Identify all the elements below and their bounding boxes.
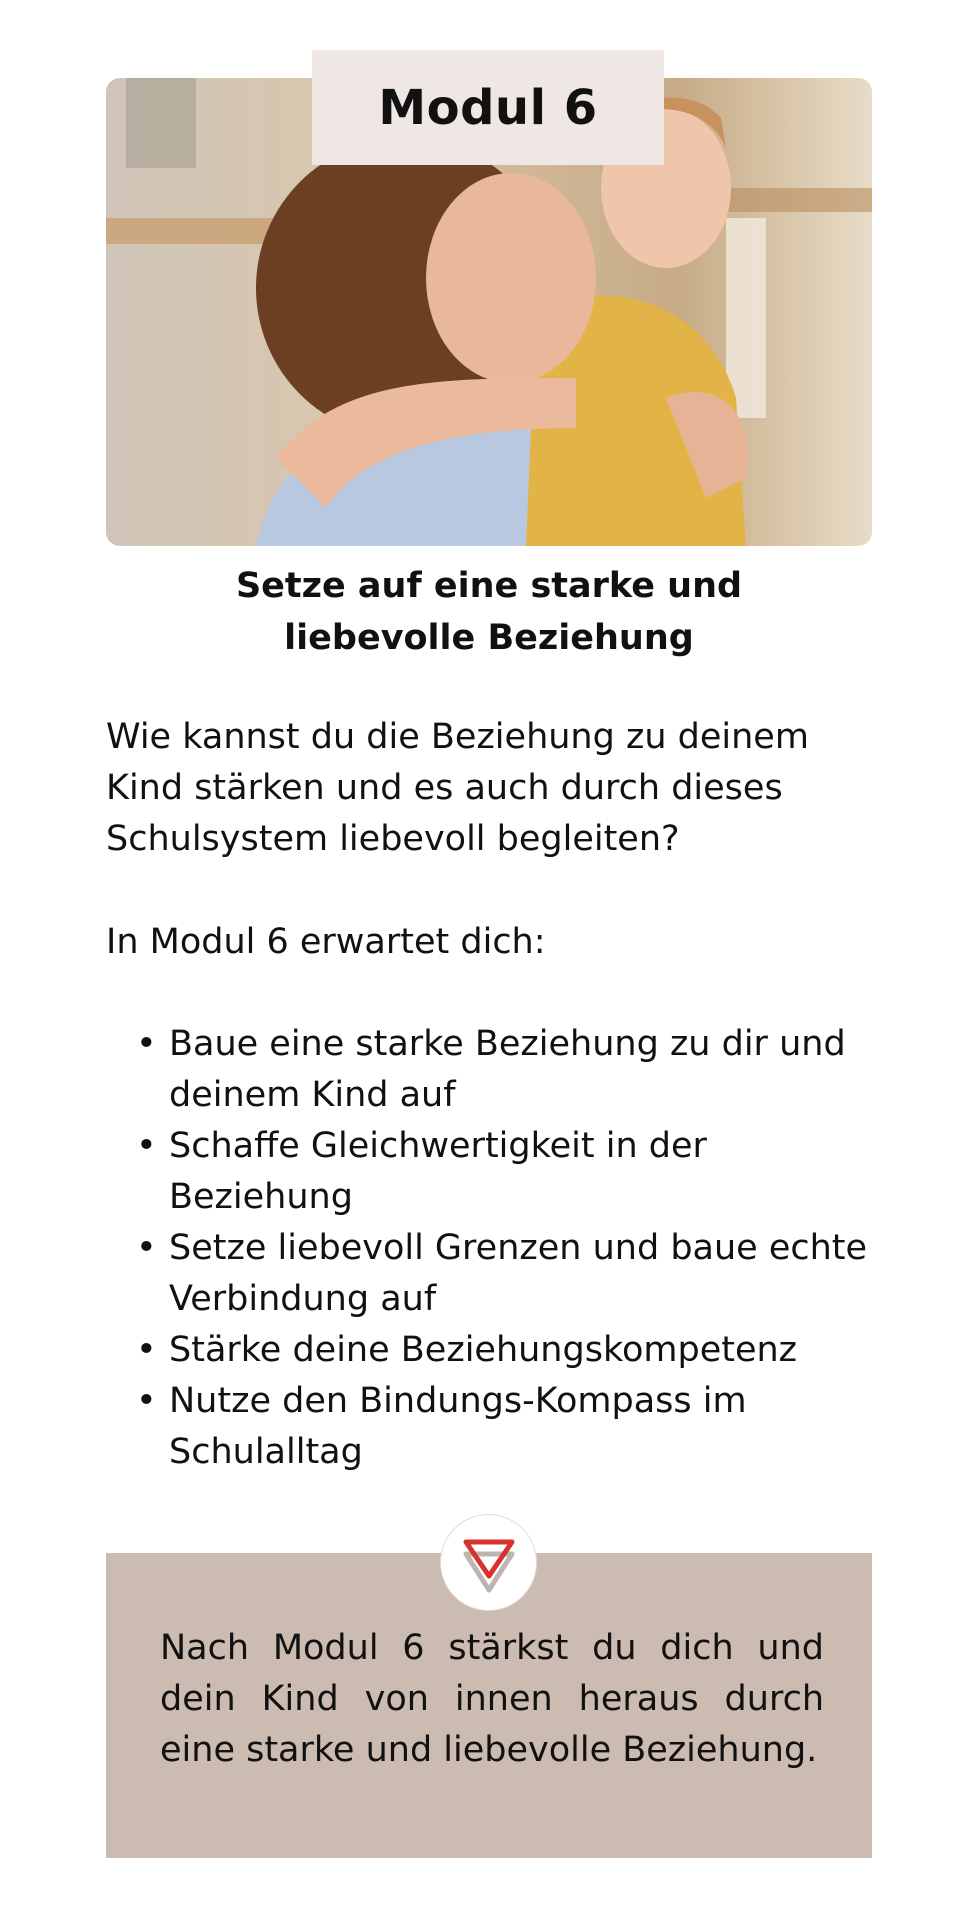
feature-item: • Schaffe Gleichwertigkeit in der Beziehung: [106, 1121, 886, 1223]
subtitle-line-1: Setze auf eine starke und: [235, 566, 743, 606]
module-title: Modul 6: [378, 79, 598, 136]
intro-text: Wie kannst du die Beziehung zu deinem Kind stärken und es auch durch dieses Schulsystem liebevoll begleiten?: [106, 717, 809, 859]
subtitle-line-2: liebevolle Beziehung: [284, 618, 694, 658]
feature-item: • Baue eine starke Beziehung zu dir und deinem Kind auf: [106, 1019, 886, 1121]
diamond-logo-icon: [458, 1532, 520, 1594]
expect-label: In Modul 6 erwartet dich:: [106, 922, 546, 962]
feature-list: [106, 1019, 886, 1478]
feature-item: • Setze liebevoll Grenzen und baue echte Verbindung auf: [106, 1223, 886, 1325]
module-title-badge: [312, 50, 664, 165]
feature-item: • Nutze den Bindungs-Kompass im Schulalltag: [106, 1376, 886, 1478]
feature-item: • Stärke deine Beziehungskompetenz: [106, 1325, 886, 1376]
summary-text: Nach Modul 6 stärkst du dich und dein Kind von innen heraus durch eine starke und liebevolle Beziehung.: [160, 1628, 824, 1770]
module-subtitle: [106, 560, 872, 664]
logo-badge: [440, 1514, 537, 1611]
